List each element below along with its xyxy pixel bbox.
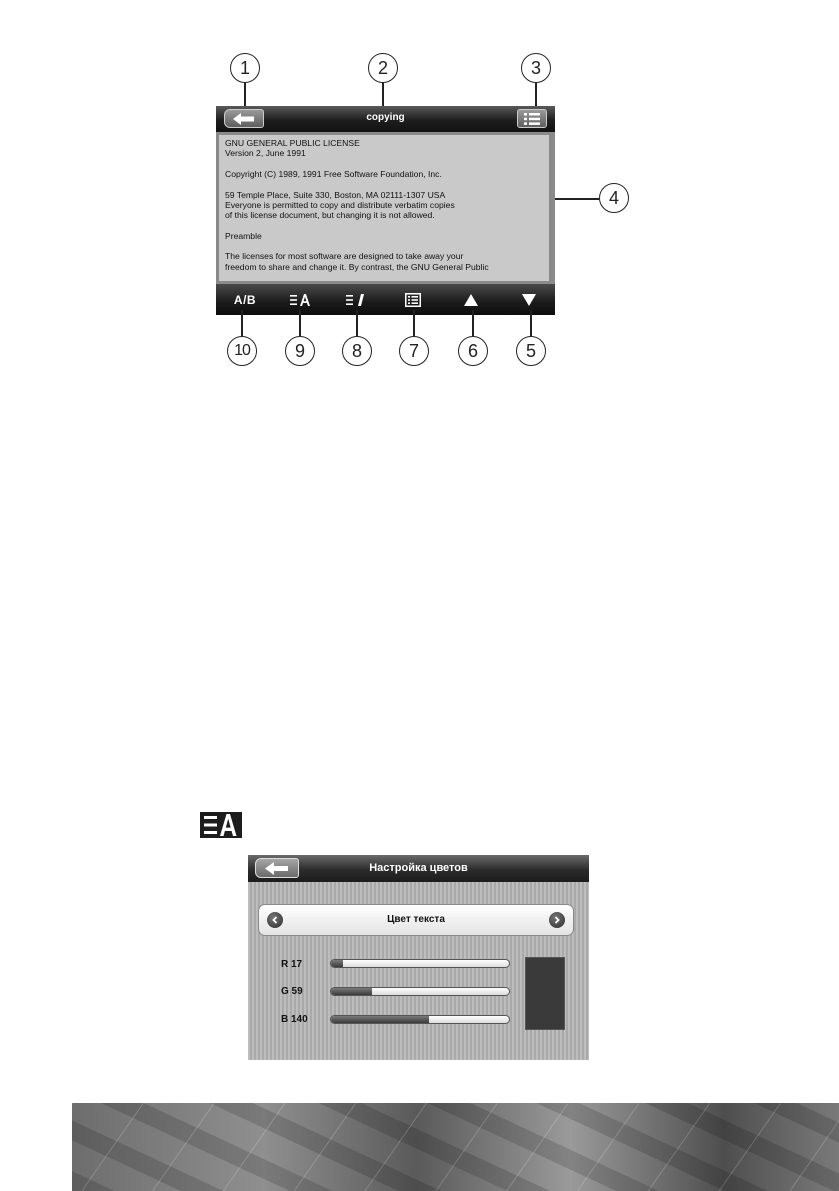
page-up-button[interactable] — [445, 284, 497, 315]
red-slider[interactable] — [330, 959, 510, 968]
lines-a-icon — [290, 294, 312, 306]
callout-9: 9 — [285, 336, 315, 366]
text-reader-screen — [216, 106, 555, 315]
text-line: Version 2, June 1991 — [225, 148, 306, 159]
color-target-selector — [258, 904, 574, 936]
callout-5: 5 — [516, 336, 546, 366]
triangle-up-icon — [464, 294, 478, 306]
callout-4: 4 — [599, 183, 629, 213]
green-slider-fill — [331, 988, 372, 995]
red-slider-fill — [331, 960, 343, 967]
document-list-icon — [405, 293, 421, 307]
blue-slider[interactable] — [330, 1015, 510, 1024]
reader-title-bar — [216, 106, 555, 132]
callout-8: 8 — [342, 336, 372, 366]
callout-7-leader — [413, 310, 415, 336]
callout-10-leader — [241, 310, 243, 336]
color-settings-title: Настройка цветов — [369, 862, 468, 874]
footer-decorative-banner — [72, 1103, 839, 1191]
ab-label: A/B — [233, 292, 257, 307]
callout-9-leader — [299, 310, 301, 336]
reader-text-area — [216, 132, 555, 284]
text-line: The licenses for most software are designed to take away your — [225, 251, 464, 262]
lines-brush-icon — [346, 294, 368, 306]
text-line: Copyright (C) 1989, 1991 Free Software Foundation, Inc. — [225, 168, 442, 179]
reader-toolbar — [216, 284, 555, 315]
text-line: GNU GENERAL PUBLIC LICENSE — [225, 138, 360, 148]
list-menu-icon — [524, 113, 540, 125]
text-line: freedom to share and change it. By contrast, the GNU General Public — [225, 261, 489, 272]
text-line: 59 Temple Place, Suite 330, Boston, MA 02111-1307 USA — [225, 189, 446, 200]
chevron-right-icon — [553, 916, 561, 924]
green-slider[interactable] — [330, 987, 510, 996]
blue-value-label: B 140 — [281, 1014, 308, 1025]
text-line: Everyone is permitted to copy and distribute verbatim copies — [225, 199, 455, 210]
callout-6-leader — [472, 310, 474, 336]
page-down-button[interactable] — [503, 284, 555, 315]
reader-text-content[interactable] — [219, 135, 549, 281]
callout-8-leader — [356, 310, 358, 336]
callout-1: 1 — [230, 53, 260, 83]
color-target-label: Цвет текста — [387, 914, 445, 925]
color-settings-title-bar — [248, 855, 589, 882]
ab-bookmark-button[interactable] — [219, 284, 271, 315]
text-line: of this license document, but changing it is not allowed. — [225, 210, 435, 221]
color-settings-body — [248, 882, 589, 1060]
callout-2: 2 — [368, 53, 398, 83]
color-settings-screen — [248, 855, 589, 1060]
menu-button[interactable] — [517, 109, 547, 128]
reader-title: copying — [366, 112, 405, 123]
text-color-button[interactable] — [275, 284, 327, 315]
next-option-button[interactable] — [549, 912, 565, 928]
text-line: Preamble — [225, 230, 262, 241]
lines-a-icon-large — [203, 814, 239, 836]
callout-5-leader — [530, 310, 532, 336]
callout-6: 6 — [458, 336, 488, 366]
callout-3: 3 — [521, 53, 551, 83]
callout-7: 7 — [399, 336, 429, 366]
text-color-icon — [200, 812, 242, 838]
callout-10: 10 — [227, 336, 257, 366]
green-value-label: G 59 — [281, 986, 303, 997]
red-value-label: R 17 — [281, 959, 303, 970]
color-preview-swatch — [525, 957, 565, 1030]
blue-slider-fill — [331, 1016, 429, 1023]
triangle-down-icon — [522, 294, 536, 306]
